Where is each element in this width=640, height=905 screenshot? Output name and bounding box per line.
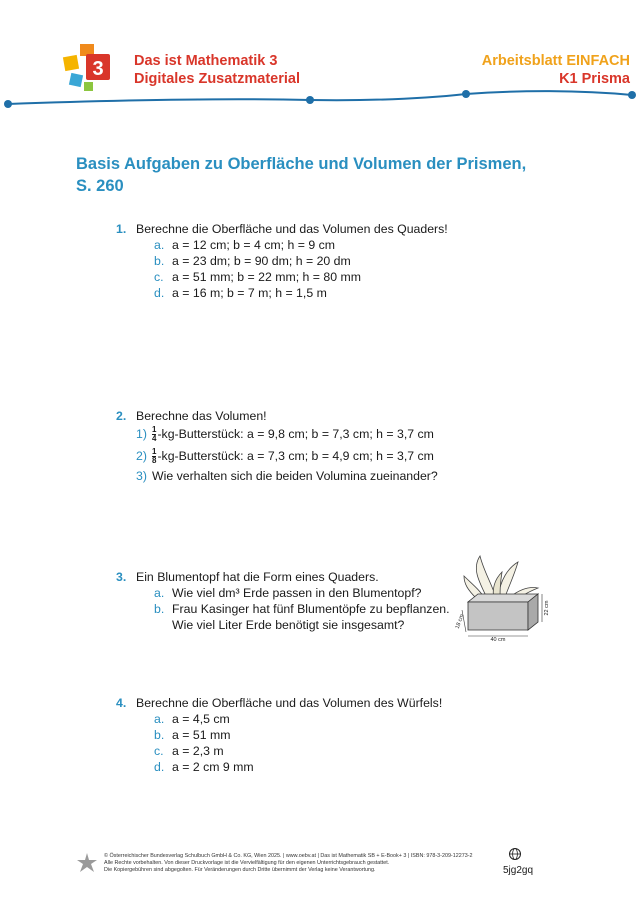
item-text: a = 4,5 cm xyxy=(172,712,230,726)
fraction-numerator: 1 xyxy=(152,447,157,457)
list-item xyxy=(154,601,450,633)
globe-icon xyxy=(508,847,522,861)
item-label: b. xyxy=(154,602,165,616)
item-text-continued: Wie viel Liter Erde benötigt sie insgesamt? xyxy=(172,618,405,632)
item-text: a = 51 mm xyxy=(172,728,231,742)
width-label: 40 cm xyxy=(490,637,506,643)
task-number: 2. xyxy=(116,409,127,423)
fraction-numerator: 1 xyxy=(152,425,157,435)
footer-line2: Alle Rechte vorbehalten. Von dieser Druckvorlage ist die Vervielfältigung für den eigenen Unterrichtsgebrauch gestattet. xyxy=(104,860,390,867)
list-item xyxy=(154,269,361,285)
height-label: 22 cm xyxy=(544,600,550,616)
item-label: a. xyxy=(154,238,165,252)
item-label: c. xyxy=(154,744,164,758)
fraction xyxy=(152,426,156,443)
item-text: a = 16 m; b = 7 m; h = 1,5 m xyxy=(172,286,327,300)
task-question: Berechne die Oberfläche und das Volumen des Quaders! xyxy=(136,222,448,236)
fraction-denominator: 8 xyxy=(152,456,157,466)
item-text: a = 2,3 m xyxy=(172,744,224,758)
depth-label: 18 cm xyxy=(454,613,466,630)
item-text: Frau Kasinger hat fünf Blumentöpfe zu bepflanzen. xyxy=(172,602,450,616)
sheet-title xyxy=(482,52,630,88)
item-label: d. xyxy=(154,760,165,774)
item-label: a. xyxy=(154,586,165,600)
list-item xyxy=(154,759,254,775)
list-item xyxy=(136,448,438,468)
item-label: 2) xyxy=(136,449,147,463)
task-number: 1. xyxy=(116,222,127,236)
series-title-line2: Digitales Zusatzmaterial xyxy=(134,71,300,87)
sheet-level: Arbeitsblatt EINFACH xyxy=(481,53,630,69)
task-number: 4. xyxy=(116,696,127,710)
item-label: 1) xyxy=(136,427,147,441)
subtask-list xyxy=(154,585,450,633)
item-text: a = 2 cm 9 mm xyxy=(172,760,254,774)
item-label: 3) xyxy=(136,469,147,483)
list-item xyxy=(154,253,361,269)
item-text: -kg-Butterstück: a = 7,3 cm; b = 4,9 cm; h = 3,7 cm xyxy=(157,449,434,463)
item-text: a = 23 dm; b = 90 dm; h = 20 dm xyxy=(172,254,351,268)
list-item xyxy=(136,468,438,488)
subtask-list xyxy=(154,237,361,301)
item-label: c. xyxy=(154,270,164,284)
item-label: b. xyxy=(154,254,165,268)
header-divider-line xyxy=(0,84,640,114)
subtask-list xyxy=(136,426,438,488)
series-title-line1: Das ist Mathematik 3 xyxy=(134,53,278,69)
list-item xyxy=(136,426,438,446)
item-label: b. xyxy=(154,728,165,742)
item-text: Wie viel dm³ Erde passen in den Blumentopf? xyxy=(172,586,422,600)
list-item xyxy=(154,743,254,759)
task-question: Ein Blumentopf hat die Form eines Quaders. xyxy=(136,570,379,584)
list-item xyxy=(154,711,254,727)
task-question: Berechne das Volumen! xyxy=(136,409,267,423)
task-number: 3. xyxy=(116,570,127,584)
item-label: d. xyxy=(154,286,165,300)
page-title-line2: S. 260 xyxy=(76,177,124,195)
footer-line3: Die Kopiergebühren sind abgegolten. Für Veränderungen durch Dritte übernimmt der Verlag keine Verantwortung. xyxy=(104,867,376,874)
item-text: a = 12 cm; b = 4 cm; h = 9 cm xyxy=(172,238,336,252)
online-code[interactable]: 5jg2gq xyxy=(503,865,534,876)
subtask-list xyxy=(154,711,254,775)
flower-pot-figure xyxy=(454,550,550,643)
list-item xyxy=(154,727,254,743)
page-title xyxy=(76,153,576,197)
publisher-logo-icon xyxy=(76,852,98,874)
page-title-line1: Basis Aufgaben zu Oberfläche und Volumen der Prismen, xyxy=(76,155,527,173)
item-text: -kg-Butterstück: a = 9,8 cm; b = 7,3 cm; h = 3,7 cm xyxy=(157,427,434,441)
logo-digit: 3 xyxy=(92,58,104,80)
list-item xyxy=(154,585,450,601)
footer-line1: © Österreichischer Bundesverlag Schulbuch GmbH & Co. KG, Wien 2025. | www.oebv.at | Das ist Mathematik SB + E-Book+ 3 | ISBN: 978-3-209-12273-2 xyxy=(104,853,473,859)
fraction xyxy=(152,448,156,465)
footer-copyright xyxy=(104,853,484,875)
item-text: Wie verhalten sich die beiden Volumina zueinander? xyxy=(152,469,438,483)
item-label: a. xyxy=(154,712,165,726)
list-item xyxy=(154,285,361,301)
sheet-topic: K1 Prisma xyxy=(559,71,630,87)
task-question: Berechne die Oberfläche und das Volumen des Würfels! xyxy=(136,696,443,710)
fraction-denominator: 4 xyxy=(152,434,157,444)
series-title xyxy=(134,52,300,88)
list-item xyxy=(154,237,361,253)
item-text: a = 51 mm; b = 22 mm; h = 80 mm xyxy=(172,270,361,284)
